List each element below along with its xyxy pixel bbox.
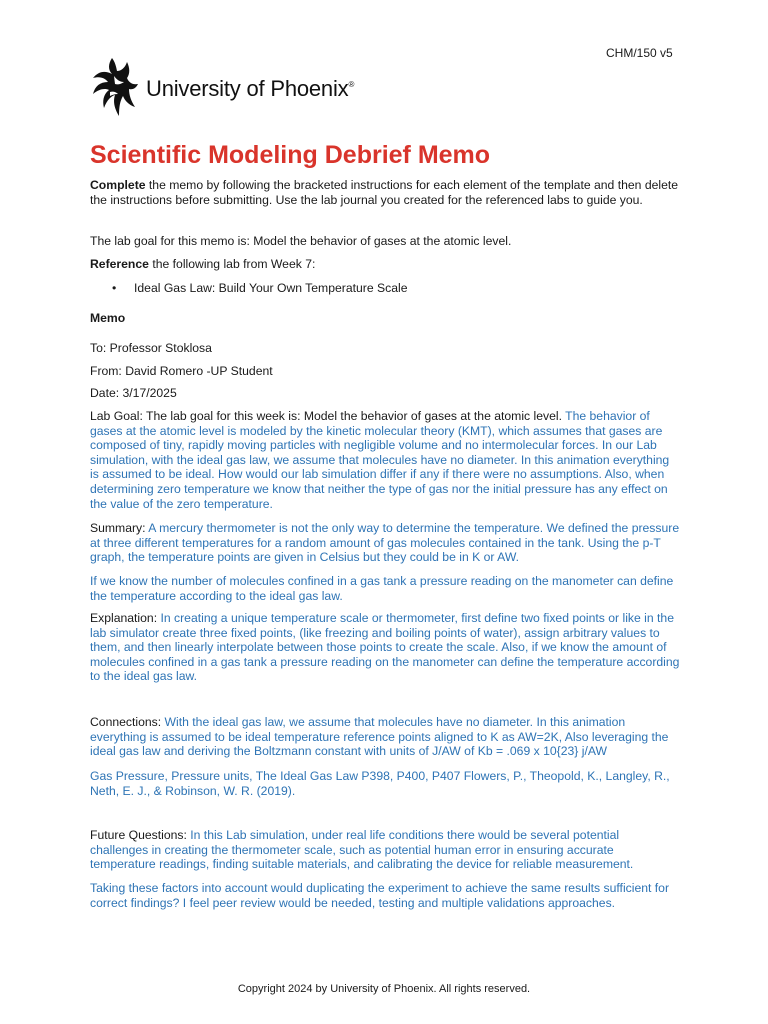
list-item: • Ideal Gas Law: Build Your Own Temperature Scale — [112, 281, 408, 295]
explanation-section: Explanation: In creating a unique temperature scale or thermometer, first define two fixed points or like in the lab simulator create three fixed points, (like freezing and boiling points of water), assign arbitrary values to them, and then linearly interpolate between those points to create the scale. Also, if we know the amount of molecules confined in a gas tank a pressure reading on the manometer can define the temperature according to the ideal gas law. — [90, 611, 680, 684]
connections-references: Gas Pressure, Pressure units, The Ideal Gas Law P398, P400, P407 Flowers, P., Theopold, K., Langley, R., Neth, E. J., & Robinson, W. R. (2019). — [90, 769, 670, 798]
memo-to: To: Professor Stoklosa — [90, 341, 212, 355]
future-questions-paragraph-2: Taking these factors into account would duplicating the experiment to achieve the same results sufficient for correct findings? I feel peer review would be needed, testing and multiple validations approaches. — [90, 881, 669, 910]
lab-goal-statement: The lab goal for this memo is: Model the behavior of gases at the atomic level. — [90, 234, 512, 248]
connections-section: Connections: With the ideal gas law, we assume that molecules have no diameter. In this animation everything is assumed to be ideal temperature reference points aligned to K as AW=2K, Also leveraging the ideal gas law and deriving the Boltzmann constant with units of J/AW of Kb = .069 x 10{23} j/AW — [90, 715, 669, 759]
future-questions-section: Future Questions: In this Lab simulation, under real life conditions there would be several potential challenges in creating the thermometer scale, such as potential human error in ensuring accurate temperature readings, finding suitable materials, and calibrating the device for reliable measurement. — [90, 828, 634, 872]
reference-paragraph: Reference the following lab from Week 7: — [90, 257, 316, 271]
university-logo — [90, 55, 354, 119]
memo-from: From: David Romero -UP Student — [90, 364, 273, 378]
copyright-footer: Copyright 2024 by University of Phoenix. All rights reserved. — [237, 983, 531, 995]
lab-goal-section: Lab Goal: The lab goal for this week is: Model the behavior of gases at the atomic level. The behavior of gases at the atomic level is modeled by the kinetic molecular theory (KMT), which assumes that gases are composed of tiny, rapidly moving particles with negligible volume and no intermolecular forces. In our Lab simulation, with the ideal gas law, we assume that molecules have no diameter. In this animation everything is assumed to be ideal. How would our lab simulation differ if any if there were no assumptions. Also, when determining zero temperature we know that neither the type of gas nor the initial pressure has any effect on the value of the zero temperature. — [90, 409, 670, 511]
page-title: Scientific Modeling Debrief Memo — [90, 141, 491, 169]
bullet-icon: • — [112, 281, 117, 295]
course-code: CHM/150 v5 — [606, 46, 673, 60]
summary-section: Summary: A mercury thermometer is not the only way to determine the temperature. We defined the pressure at three different temperatures for a random amount of gas molecules contained in the tank. Using the p-T graph, the temperature points are given in Celsius but they could be in K or AW. — [90, 521, 680, 565]
logo-wordmark: University of Phoenix® — [146, 75, 355, 101]
phoenix-bird-icon — [90, 56, 140, 118]
memo-heading: Memo — [90, 311, 126, 325]
memo-date: Date: 3/17/2025 — [90, 386, 177, 400]
summary-paragraph-2: If we know the number of molecules confined in a gas tank a pressure reading on the manometer can define the temperature according to the ideal gas law. — [90, 574, 674, 603]
intro-paragraph: Complete the memo by following the bracketed instructions for each element of the template and then delete the instructions before submitting. Use the lab journal you created for the referenced labs to guide you. — [90, 178, 679, 207]
